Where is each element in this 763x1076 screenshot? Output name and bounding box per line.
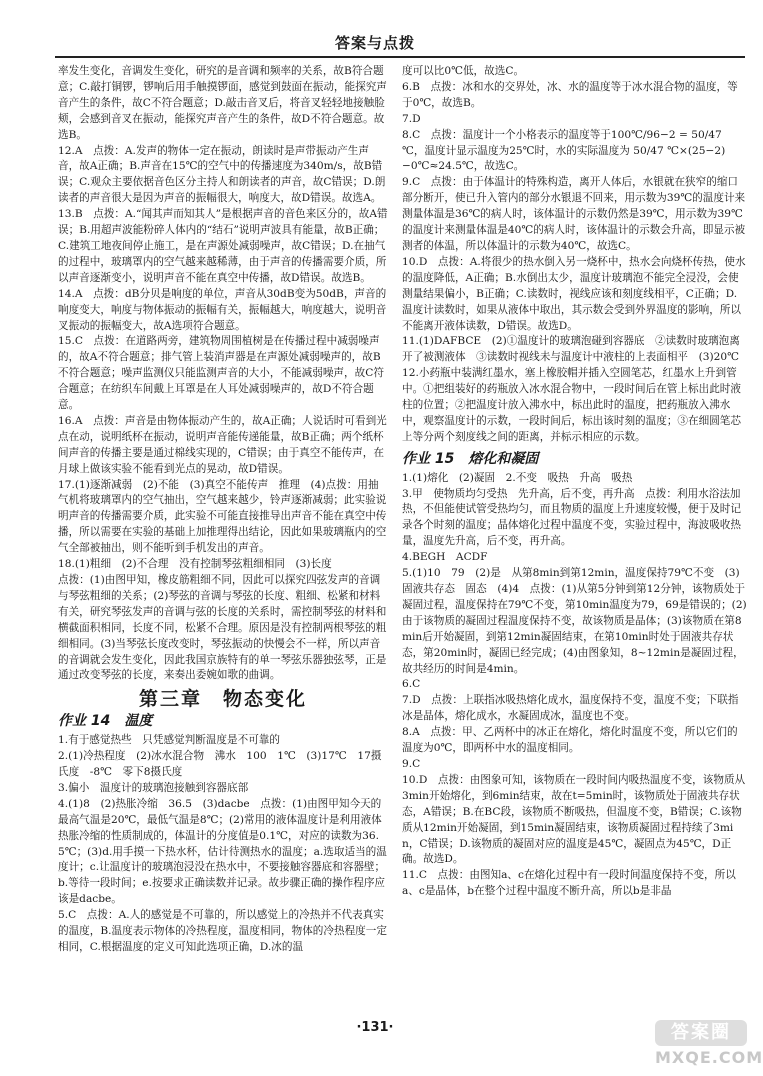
watermark-logo: 答案圈 [655,1020,747,1046]
answer-paragraph: 11.C 点拨：由图知a、c在熔化过程中有一段时间温度保持不变，所以a、c是晶体，b在整个过程中温度不断升高，所以b是非晶 [402,869,736,898]
answer-paragraph: 4.BEGH ACDF [402,551,488,564]
answer-paragraph: 13.B 点拨：A.“闻其声而知其人”是根据声音的音色来区分的，故A错误；B.用超声波能粉碎人体内的“结石”说明声波具有能量，故B正确；C.建筑工地夜间停止施工，是在声源处减弱噪声，故C错误；D.在抽气的过程中，玻璃罩内的空气越来越稀薄，由于声音的传播需要介质，所以声音逐渐变小，说明声音不能在真空中传播，故D错误。故选B。 [58,208,388,284]
watermark-url: MXQE.COM [655,1048,763,1067]
answer-paragraph: 7.D 点拨：上联指冰吸热熔化成水，温度保持不变，温度不变；下联指冰是晶体，熔化成水，水凝固成冰，温度也不变。 [402,694,739,723]
answer-paragraph: 点拨：(1)由图甲知，橡皮筋粗细不同，因此可以探究四弦发声的音调与琴弦粗细的关系；(2)琴弦的音调与琴弦的长度、粗细、松紧和材料有关，研究琴弦发声的音调与弦的长度的关系时，需控制琴弦的材料和横截面积相同，长度不同，松紧不合理。原因是没有控制两根琴弦的粗细相同。(3)当琴弦长度改变时，琴弦振动的快慢会不一样，所以声音的音调就会发生变化，因此我国京族特有的单一琴弦乐器独弦琴，正是通过改变琴弦的长度，来奏出委婉如歌的曲调。 [58,574,387,682]
answer-paragraph: 10.D 点拨：由图象可知，该物质在一段时间内吸热温度不变，该物质从3min开始熔化，到6min结束，故在t=5min时，该物质处于固液共存状态，A错误；B.在BC段，该物质不断吸热，但温度不变，B错误；C.该物质从12min开始凝固，到15min凝固结束，该物质凝固过程持续了3min，C错误；D.该物质的凝固对应的温度是45℃，凝固点为45℃，D正确。故选D。 [402,773,746,866]
answer-paragraph: 1.有于感觉热些 只凭感觉判断温度是不可靠的 [58,734,280,747]
answer-paragraph: 10.D 点拨：A.将很少的热水倒入另一烧杯中，热水会向烧杯传热，使水的温度降低，A正确；B.水倒出太少，温度计玻璃泡不能完全浸没，会使测量结果偏小，B正确；C.读数时，视线应该和刻度线相平，C正确；D.温度计读数时，如果从液体中取出，其示数会受到外界温度的影响，所以不能离开液体读数，D错误。故选D。 [402,255,746,332]
answer-paragraph: 3.甲 使物质均匀受热 先升高，后不变，再升高 点拨：利用水浴法加热，不但能使试管受热均匀，而且物质的温度上升速度较慢，便于及时记录各个时刻的温度；晶体熔化过程中温度不变，实验过程中，海波吸收热量，温度先升高，后不变，再升高。 [402,487,741,548]
answer-paragraph: 率发生变化，音调发生变化，研究的是音调和频率的关系，故B符合题意；C.敲打铜锣，锣响后用手触摸锣面，感觉到鼓面在振动，能探究声音产生的条件，故C不符合题意；D.敲击音叉后，将音叉轻轻地接触脸颊，会感到音叉在振动，能探究声音产生的条件，故D不符合题意。故选B。 [58,65,387,141]
answer-paragraph: 度可以比0℃低，故选C。 [402,65,525,77]
header-rule [55,56,745,58]
answer-paragraph: 1.(1)熔化 (2)凝固 2.不变 吸热 升高 吸热 [402,471,633,484]
answer-paragraph: 5.(1)10 79 (2)是 从第8min到第12min，温度保持79℃不变 (3)固液共存态 固态 (4)4 点拨：(1)从第5分钟到第12分钟，该物质处于凝固过程，温度保持在79℃不变，第10min温度为79，69是错误的；(2)由于该物质的凝固过程温度保持不变，故该物质是晶体；(3)该物质在第8min后开始凝固，到第12min凝固结束，在第10min时处于固液共存状态，第20min时，凝固已经完成；(4)由图象知，8~12min是凝固过程，故共经历的时间是4min。 [402,567,747,675]
answer-paragraph: 16.A 点拨：声音是由物体振动产生的，故A正确；人说话时可看到光点在动，说明纸杯在振动，说明声音能传递能量，故B正确；两个纸杯间声音的传播主要是通过棉线实现的，C错误；由于真空不能传声，在月球上做该实验不能看到光点的晃动，故D错误。 [58,414,387,475]
right-column [402,64,747,900]
answer-paragraph: 2.(1)冷热程度 (2)冰水混合物 沸水 100 1℃ (3)17℃ 17摄氏度 -8℃ 零下8摄氏度 [58,750,382,778]
answer-paragraph: 6.C [402,678,421,691]
page-header [0,0,750,62]
answer-paragraph: 8.A 点拨：甲、乙两杯中的冰正在熔化，熔化时温度不变，所以它们的温度为0℃，即两杯中水的温度相同。 [402,726,738,755]
answer-paragraph: 12.小药瓶中装满红墨水，塞上橡胶帽并插入空圆笔芯，红墨水上升到管中。①把组装好的药瓶放入冰水混合物中，一段时间后在管上标出此时液柱的位置；②把温度计放入沸水中，标出此时的温度，把药瓶放入沸水中，观察温度计的示数，一段时间后，标出该时刻的温度；③在细圆笔芯上等分两个刻度线之间的距离，并标示相应的示数。 [402,367,741,443]
answer-paragraph: 6.B 点拨：冰和水的交界处，冰、水的温度等于冰水混合物的温度，等于0℃，故选B。 [402,80,738,109]
section-heading: 作业 15 熔化和凝固 [402,450,539,467]
answer-paragraph: 15.C 点拨：在道路两旁，建筑物周围植树是在传播过程中减弱噪声的，故A不符合题意；排气管上装消声器是在声源处减弱噪声的，故B不符合题意；噪声监测仪只能监测声音的大小，不能减弱噪声，故C符合题意；在纺织车间戴上耳罩是在人耳处减弱噪声的，故D不符合题意。 [58,335,384,412]
answer-paragraph: 5.C 点拨：A.人的感觉是不可靠的，所以感觉上的冷热并不代表真实的温度，B.温度表示物体的冷热程度，温度相同，物体的冷热程度一定相同，C.根据温度的定义可知此选项正确，D.冰的温 [58,909,387,953]
header-title: 答案与点拨 [334,34,415,52]
left-column [58,64,388,956]
answer-paragraph: 14.A 点拨：dB分贝是响度的单位，声音从30dB变为50dB，声音的响度变大，响度与物体振动的振幅有关，振幅越大，响度越大，说明音叉振动的振幅变大，故A选项符合题意。 [58,287,387,332]
answer-paragraph: 4.(1)8 (2)热胀冷缩 36.5 (3)dacbe 点拨：(1)由图甲知今天的最高气温是20℃，最低气温是8℃；(2)常用的液体温度计是利用液体热胀冷缩的性质制成的，体温计的分度值是0.1℃，对应的读数为36.5℃；(3)d.用手摸一下热水杯，估计待测热水的温度；a.选取适当的温度计；c.让温度计的玻璃泡浸没在热水中，不要接触容器底和容器壁；b.等待一段时间；e.按要求正确读数并记录。故步骤正确的操作程序应该是dacbe。 [58,797,387,906]
answer-paragraph: 12.A 点拨：A.发声的物体一定在振动，朗读时是声带振动产生声音，故A正确；B.声音在15℃的空气中的传播速度为340m/s，故B错误；C.观众主要依据音色区分主持人和朗读者的声音，故C错误；D.朗读者的声音很大是因为声音的振幅很大，响度大，故D错误。故选A。 [58,144,386,205]
answer-paragraph: 8.C 点拨：温度计一个小格表示的温度等于100℃/96−2 = 50/47 ℃，温度计显示温度为25℃时，水的实际温度为 50/47 ℃×(25−2)−0℃≈24.5℃，故选C。 [402,128,726,173]
chapter-heading: 第三章 物态变化 [138,688,307,711]
answer-paragraph: 9.C 点拨：由于体温计的特殊构造，离开人体后，水银就在狭窄的缩口部分断开，使已升入管内的部分水银退不回来，用示数为39℃的温度计来测量体温是36℃的病人时，该体温计的示数仍然是39℃，用示数为39℃的温度计来测量体温是40℃的病人时，该体温计的示数会升高，即显示被测者的体温，所以体温计的示数为40℃，故选C。 [402,176,746,252]
page-number: ·131· [356,1020,394,1035]
site-watermark [655,1020,763,1068]
answer-paragraph: 18.(1)粗细 (2)不合理 没有控制琴弦粗细相同 (3)长度 [58,558,332,571]
answer-paragraph: 17.(1)逐渐减弱 (2)不能 (3)真空不能传声 推理 (4)点拨：用抽气机将玻璃罩内的空气抽出，空气越来越少，铃声逐渐减弱；此实验说明声音的传播需要介质，此实验不可能直接推导出声音不能在真空中传播，所以需要在实验的基础上加推理得出结论，因此如果玻璃瓶内的空气全部被抽出，则不能听到手机发出的声音。 [58,478,387,555]
answer-paragraph: 3.偏小 温度计的玻璃泡接触到容器底部 [58,781,249,794]
answer-paragraph: 9.C [402,757,421,770]
section-heading: 作业 14 温度 [58,713,153,730]
answer-paragraph: 11.(1)DAFBCE (2)①温度计的玻璃泡碰到容器底 ②读数时玻璃泡离开了被测液体 ③读数时视线未与温度计中液柱的上表面相平 (3)20℃ [402,335,740,364]
answer-paragraph: 7.D [402,112,421,125]
